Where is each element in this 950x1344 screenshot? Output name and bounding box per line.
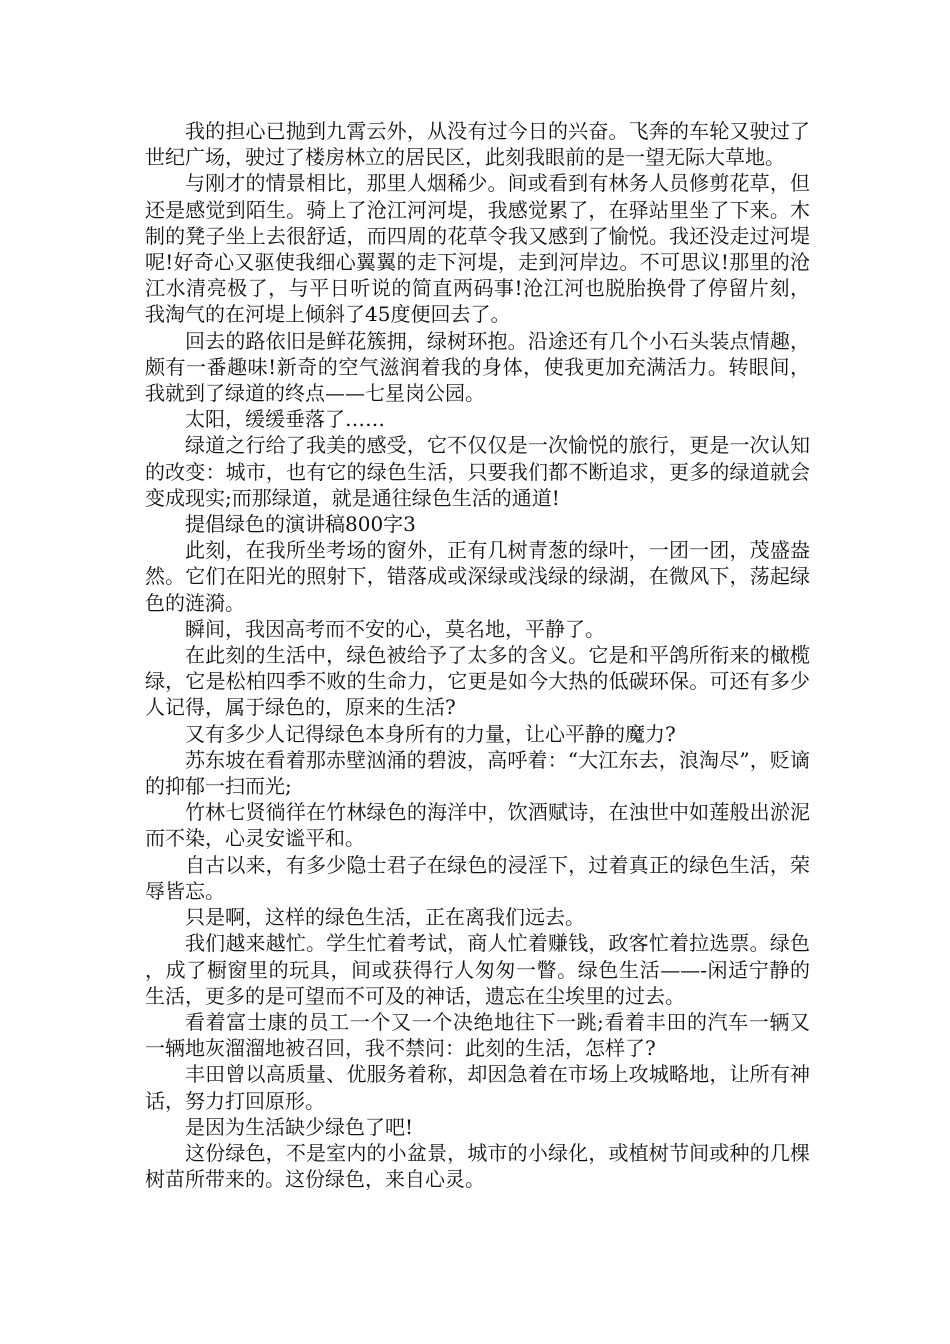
paragraph-10: 又有多少人记得绿色本身所有的力量，让心平静的魔力?: [185, 721, 676, 746]
paragraph-17: 丰田曾以高质量、优服务着称，却因急着在市场上攻城略地，让所有神话，努力打回原形。: [145, 1062, 810, 1113]
paragraph-3: 回去的路依旧是鲜花簇拥，绿树环抱。沿途还有几个小石头装点情趣，颇有一番趣味!新奇的空气滋润着我的身体，使我更加充满活力。转眼间，我就到了绿道的终点——七星岗公园。: [145, 328, 810, 406]
paragraph-2: 与刚才的情景相比，那里人烟稀少。间或看到有林务人员修剪花草，但还是感觉到陌生。骑上了沧江河河堤，我感觉累了，在驿站里坐了下来。木制的凳子坐上去很舒适，而四周的花草令我又感到了愉悦。我还没走过河堤呢!好奇心又驱使我细心翼翼的走下河堤，走到河岸边。不可思议!那里的沧江水清亮极了，与平日听说的简直两码事!沧江河也脱胎换骨了停留片刻，我淘气的在河堤上倾斜了45度便回去了。: [145, 171, 810, 327]
paragraph-1: 我的担心已抛到九霄云外，从没有过今日的兴奋。飞奔的车轮又驶过了世纪广场，驶过了楼房林立的居民区，此刻我眼前的是一望无际大草地。: [145, 119, 810, 170]
paragraph-7: 此刻，在我所坐考场的窗外，正有几树青葱的绿叶，一团一团，茂盛盎然。它们在阳光的照射下，错落成或深绿或浅绿的绿湖，在微风下，荡起绿色的涟漪。: [145, 538, 810, 615]
paragraph-11: 苏东坡在看着那赤壁汹涌的碧波，高呼着：“大江东去，浪淘尽”，贬谪的抑郁一扫而光;: [145, 747, 810, 799]
document-body: [145, 118, 810, 1192]
paragraph-15: 我们越来越忙。学生忙着考试，商人忙着赚钱，政客忙着拉选票。绿色，成了橱窗里的玩具，间或获得行人匆匆一瞥。绿色生活——-闲适宁静的生活，更多的是可望而不可及的神话，遗忘在尘埃里的过去。: [145, 931, 810, 1008]
paragraph-14: 只是啊，这样的绿色生活，正在离我们远去。: [185, 905, 585, 930]
paragraph-12: 竹林七贤徜徉在竹林绿色的海洋中，饮酒赋诗，在浊世中如莲般出淤泥而不染，心灵安谧平和。: [145, 800, 810, 851]
paragraph-9: 在此刻的生活中，绿色被给予了太多的含义。它是和平鸽所衔来的橄榄绿，它是松柏四季不败的生命力，它更是如今大热的低碳环保。可还有多少人记得，属于绿色的，原来的生活?: [145, 643, 810, 720]
paragraph-19: 这份绿色，不是室内的小盆景，城市的小绿化，或植树节间或种的几棵树苗所带来的。这份绿色，来自心灵。: [145, 1140, 810, 1192]
paragraph-16: 看着富士康的员工一个又一个决绝地往下一跳;看着丰田的汽车一辆又一辆地灰溜溜地被召回，我不禁问：此刻的生活，怎样了?: [145, 1009, 810, 1061]
paragraph-8: 瞬间，我因高考而不安的心，莫名地，平静了。: [185, 616, 605, 641]
paragraph-13: 自古以来，有多少隐士君子在绿色的浸淫下，过着真正的绿色生活，荣辱皆忘。: [145, 852, 810, 903]
section-heading: 提倡绿色的演讲稿800字3: [185, 512, 416, 537]
paragraph-4: 太阳，缓缓垂落了……: [185, 407, 385, 432]
paragraph-5: 绿道之行给了我美的感受，它不仅仅是一次愉悦的旅行，更是一次认知的改变：城市，也有它的绿色生活，只要我们都不断追求，更多的绿道就会变成现实;而那绿道，就是通往绿色生活的通道!: [145, 433, 810, 510]
paragraph-18: 是因为生活缺少绿色了吧!: [185, 1114, 414, 1139]
